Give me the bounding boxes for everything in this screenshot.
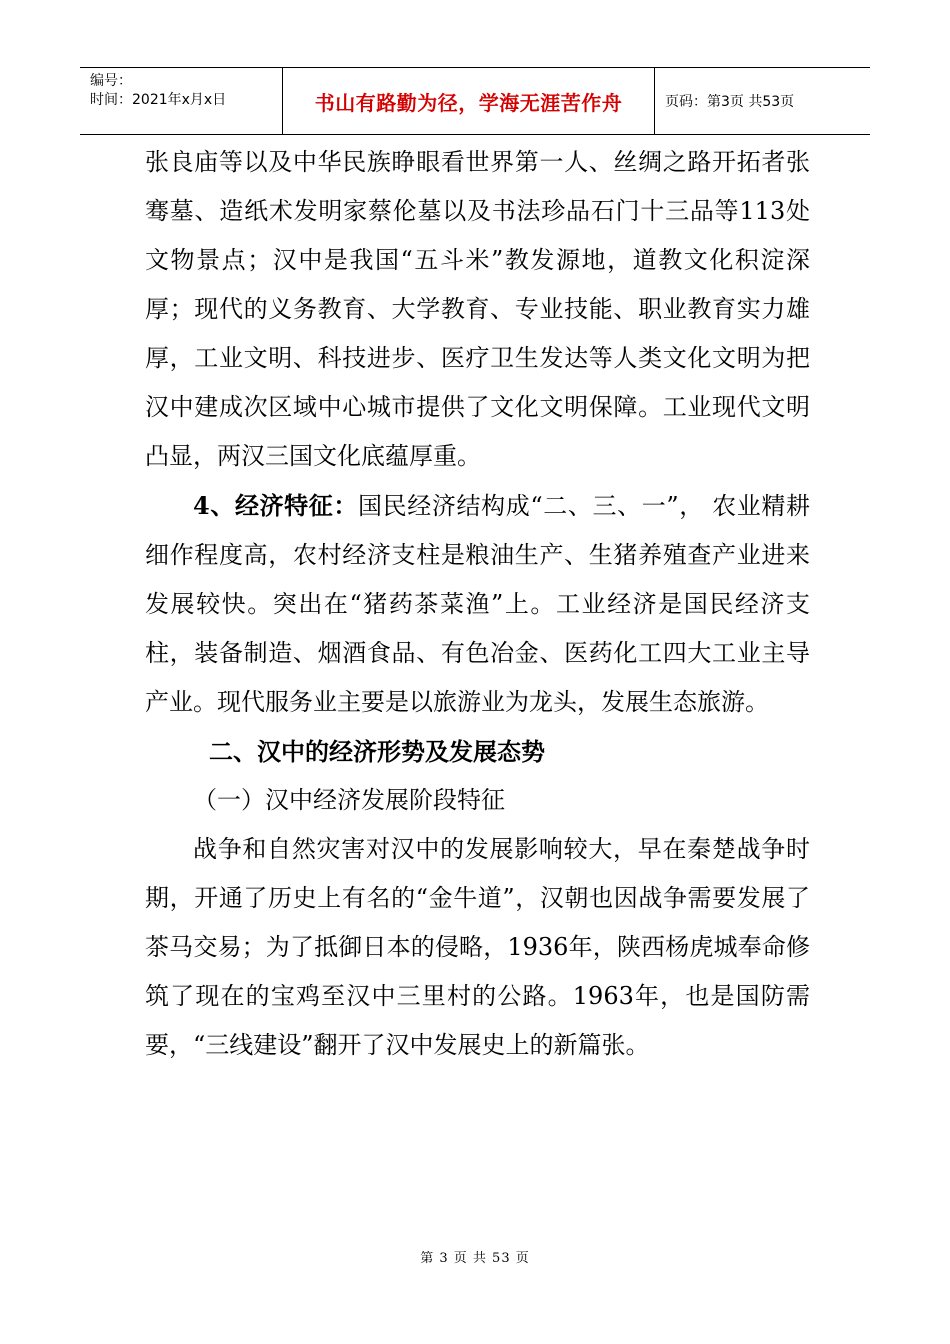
economy-label: 4、经济特征： xyxy=(193,491,359,520)
header-page-label: 页码：第3页 共53页 xyxy=(665,94,795,110)
paragraph-economy xyxy=(145,481,810,727)
paragraph-history: 战争和自然灾害对汉中的发展影响较大，早在秦楚战争时期，开通了历史上有名的“金牛道”，汉朝也因战争需要发展了茶马交易；为了抵御日本的侵略，1936年，陕西杨虎城奉命修筑了现在的宝鸡至汉中三里村的公路。1963年，也是国防需要，“三线建设”翻开了汉中发展史上的新篇张。 xyxy=(145,835,810,1059)
subsection-heading: （一）汉中经济发展阶段特征 xyxy=(193,786,505,814)
header-motto: 书山有路勤为径，学海无涯苦作舟 xyxy=(283,68,655,134)
section-heading: 二、汉中的经济形势及发展态势 xyxy=(209,737,545,766)
economy-text: 国民经济结构成“二、三、一”， 农业精耕细作程度高，农村经济支柱是粮油生产、生猪养殖查产业进来发展较快。突出在“猪药茶菜渔”上。工业经济是国民经济支柱，装备制造、烟酒食品、有色冶金、医药化工四大工业主导产业。现代服务业主要是以旅游业为龙头，发展生态旅游。 xyxy=(145,492,810,716)
header-meta xyxy=(80,68,283,134)
paragraph-culture: 张良庙等以及中华民族睁眼看世界第一人、丝绸之路开拓者张骞墓、造纸术发明家蔡伦墓以及书法珍品石门十三品等113处文物景点；汉中是我国“五斗米”教发源地，道教文化积淀深厚；现代的义务教育、大学教育、专业技能、职业教育实力雄厚，工业文明、科技进步、医疗卫生发达等人类文化文明为把汉中建成次区域中心城市提供了文化文明保障。工业现代文明凸显，两汉三国文化底蕴厚重。 xyxy=(145,148,810,470)
number-label: 编号： xyxy=(90,73,132,89)
document-header xyxy=(80,67,870,135)
time-label: 时间：2021年x月x日 xyxy=(90,92,227,108)
page-footer: 第 3 页 共 53 页 xyxy=(420,1251,530,1266)
document-body xyxy=(145,138,810,1070)
